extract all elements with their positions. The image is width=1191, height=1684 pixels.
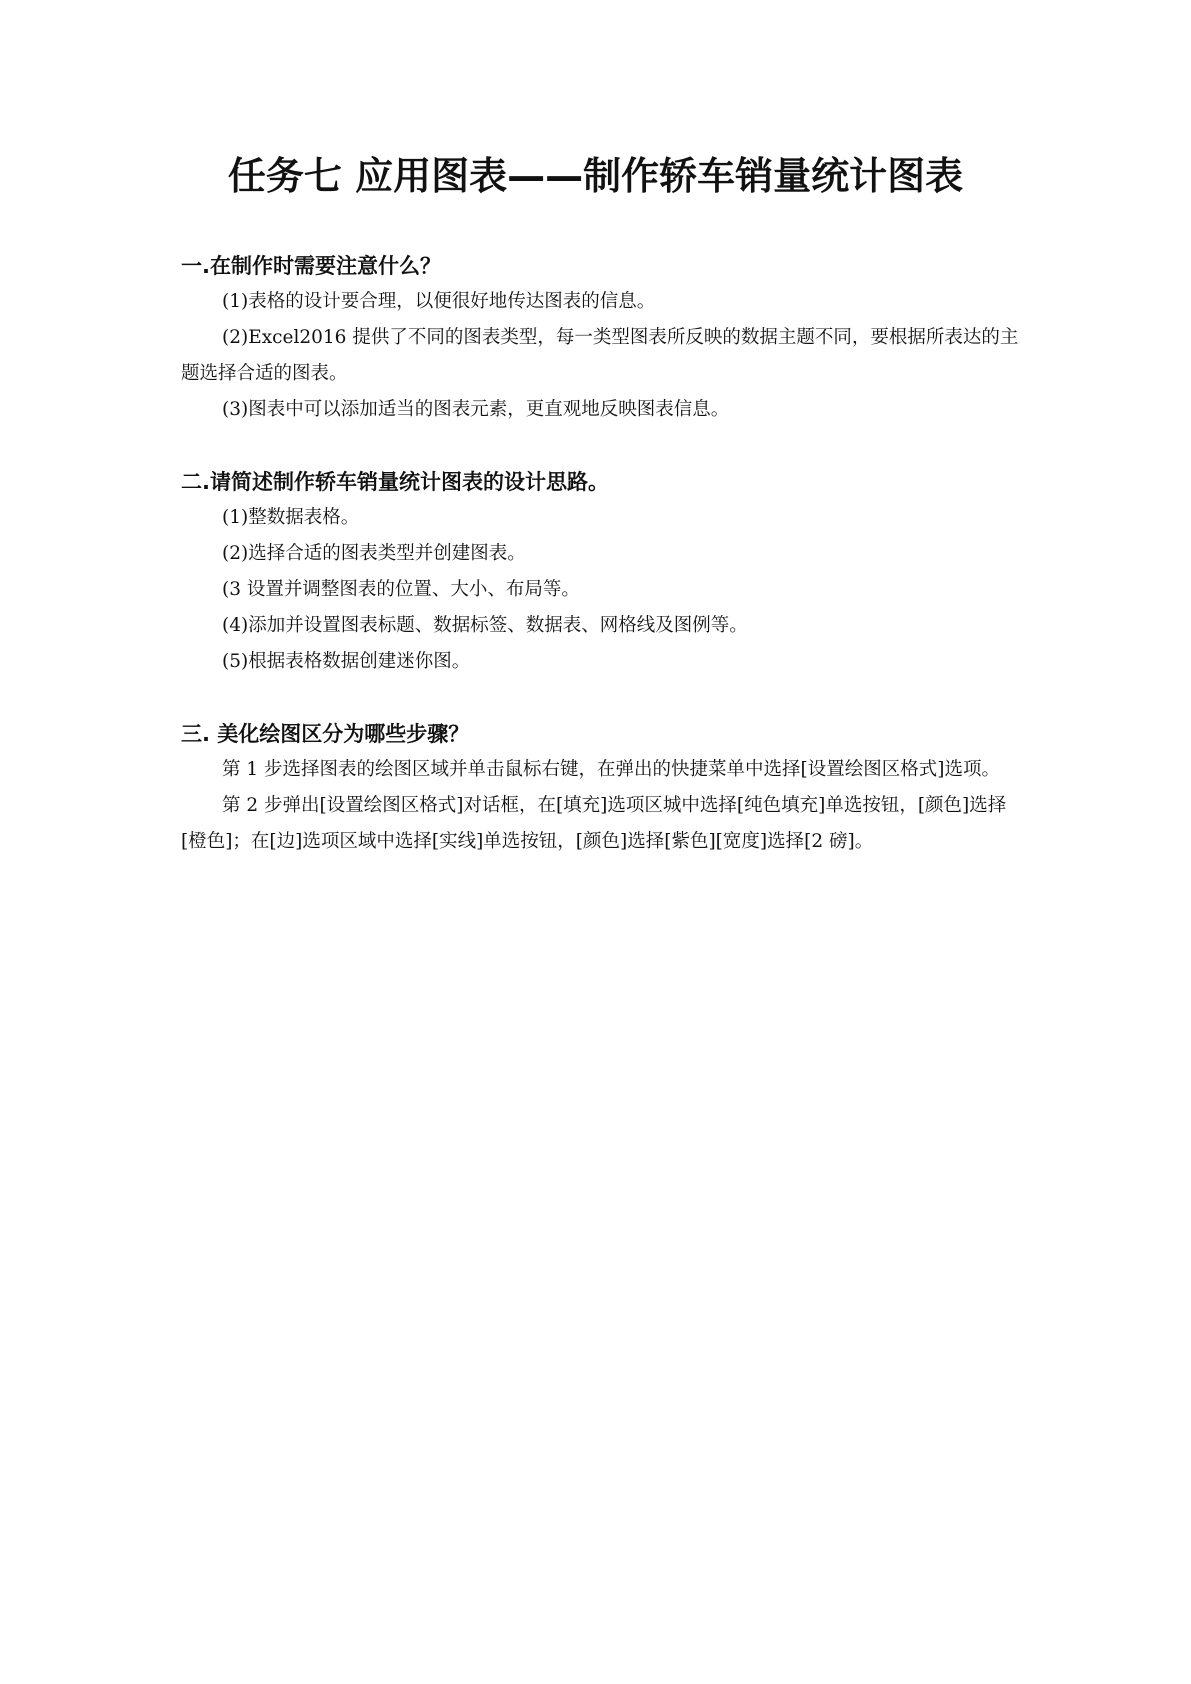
page-title: 任务七 应用图表——制作轿车销量统计图表 <box>227 154 964 198</box>
section-1-paragraph-1: (1)表格的设计要合理，以便很好地传达图表的信息。 <box>222 291 656 312</box>
section-2-paragraph-4: (4)添加并设置图表标题、数据标签、数据表、网格线及图例等。 <box>222 615 748 636</box>
section-3-paragraph-2: 第 2 步弹出[设置绘图区格式]对话框，在[填充]选项区城中选择[纯色填充]单选按钮，[颜色]选择[橙色]；在[边]选项区域中选择[实线]单选按钮，[颜色]选择[紫色][宽度]选择[2 磅]。 <box>181 795 1007 852</box>
section-2-paragraph-3: (3 设置并调整图表的位置、大小、布局等。 <box>222 579 580 600</box>
section-2-paragraph-2: (2)选择合适的图表类型并创建图表。 <box>222 543 526 564</box>
section-1-heading: 一.在制作时需要注意什么？ <box>181 254 441 278</box>
section-2-heading: 二.请简述制作轿车销量统计图表的设计思路。 <box>181 470 609 494</box>
section-3-paragraph-1: 第 1 步选择图表的绘图区域并单击鼠标右键，在弹出的快捷菜单中选择[设置绘图区格式]选项。 <box>222 759 1000 780</box>
section-spacer <box>181 680 1019 716</box>
section-2-paragraph-1: (1)整数据表格。 <box>222 507 360 528</box>
section-3 <box>181 716 1019 860</box>
section-2-paragraph-5: (5)根据表格数据创建迷你图。 <box>222 651 471 672</box>
section-2 <box>181 464 1019 680</box>
section-1-paragraph-3: (3)图表中可以添加适当的图表元素，更直观地反映图表信息。 <box>222 399 730 420</box>
section-1 <box>181 248 1019 428</box>
document-body <box>181 248 1019 860</box>
section-spacer <box>181 428 1019 464</box>
section-3-heading: 三. 美化绘图区分为哪些步骤？ <box>181 722 470 746</box>
section-1-paragraph-2: (2)Excel2016 提供了不同的图表类型，每一类型图表所反映的数据主题不同，要根据所表达的主题选择合适的图表。 <box>181 327 1019 384</box>
